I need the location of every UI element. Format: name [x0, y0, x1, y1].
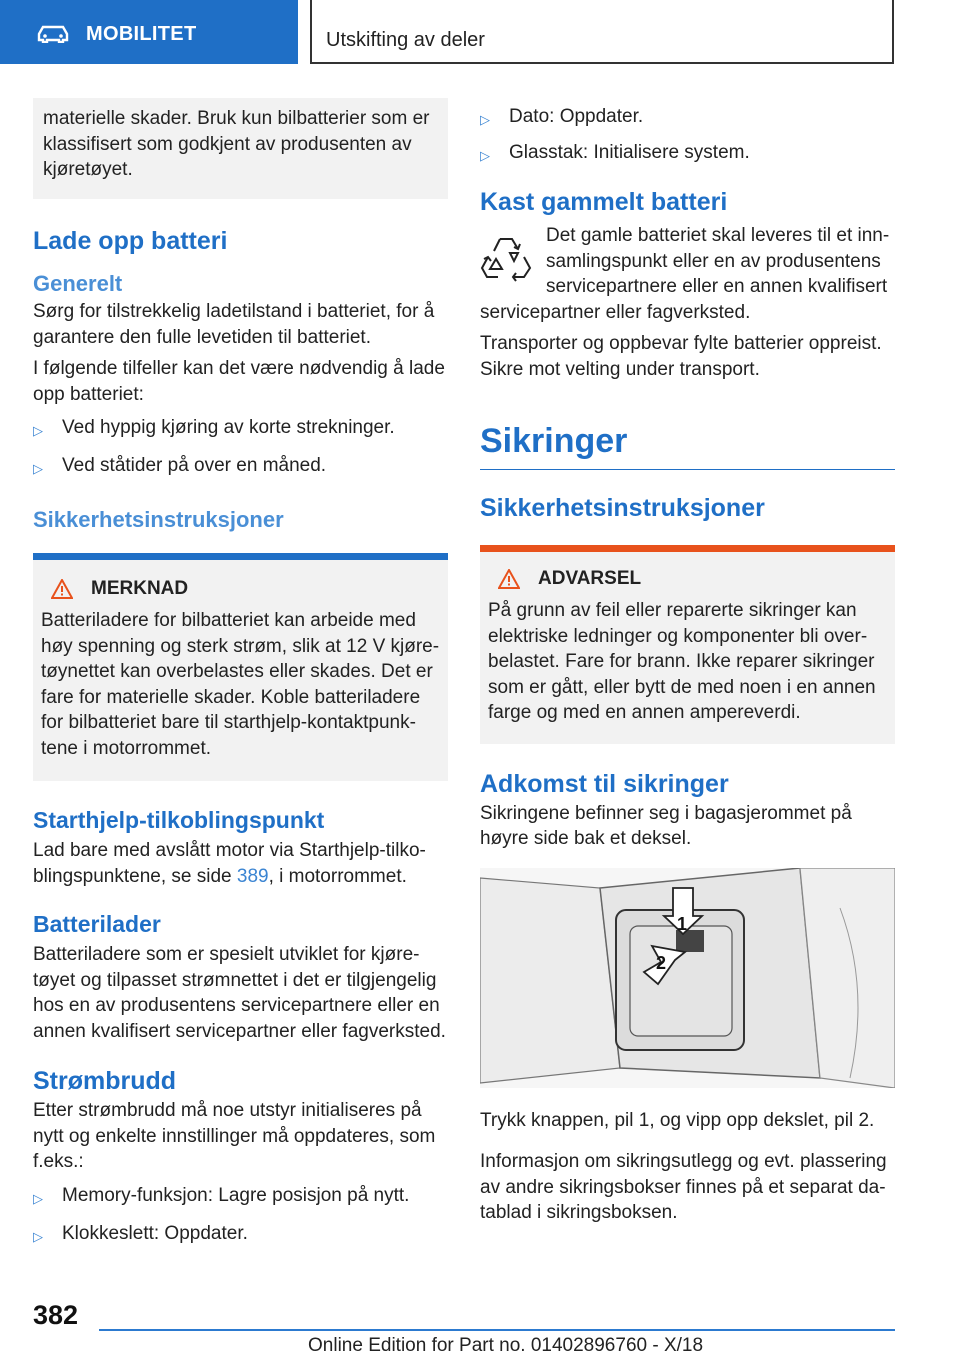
intro-text: materielle skader. Bruk kun bilbatterier som er klassifisert som godkjent av produsenten av kjøretøyet. [43, 108, 430, 180]
footer-edition: Online Edition for Part no. 01402896760 - X/18 [308, 1335, 704, 1356]
triangle-bullet-icon: ▷ [480, 112, 490, 127]
section-tab [0, 0, 298, 64]
list-item: ▷ Ved hyppig kjøring av korte strekninger. [33, 415, 448, 443]
heading-generelt: Generelt [33, 271, 123, 296]
list-item: ▷ Memory-funksjon: Lagre posisjon på nytt. [33, 1183, 448, 1211]
warning-text: På grunn av feil eller reparerte sikringer kan elektriske ledninger og komponenter bli overbelastet. Fare for brann. Ikke reparer sikringer som er gått, eller bytt de med noen i en annen farge og med en annen ampereverdi. [488, 600, 876, 723]
recycle-block [480, 223, 895, 300]
chapter-title-box [310, 0, 894, 64]
title-rule [480, 469, 895, 470]
left-column [33, 98, 448, 1249]
list-item: ▷ Dato: Oppdater. [480, 104, 895, 132]
triangle-bullet-icon: ▷ [33, 423, 43, 438]
generelt-paragraph-1: Sørg for tilstrekkelig ladetilstand i batteriet, for å garantere den fulle levetiden til batteriet. [33, 301, 435, 348]
heading-sikkerhetsinstruksjoner-right: Sikkerhetsinstruksjoner [480, 494, 765, 522]
note-top-bar [33, 553, 448, 560]
trykk-paragraph: Trykk knappen, pil 1, og vipp opp dekslet, pil 2. [480, 1109, 875, 1131]
heading-adkomst: Adkomst til sikringer [480, 769, 729, 798]
right-column [480, 104, 895, 1226]
heading-sikkerhetsinstruksjoner: Sikkerhetsinstruksjoner [33, 507, 284, 532]
recycle-paragraph-continued: servicepartner eller fagverksted. [480, 301, 751, 323]
list-item: ▷ Klokkeslett: Oppdater. [33, 1221, 448, 1249]
strombrudd-bullet-list [33, 1183, 448, 1249]
heading-kast-gammelt-batteri: Kast gammelt batteri [480, 188, 728, 216]
adkomst-paragraph: Sikringene befinner seg i bagasjerommet på høyre side bak et deksel. [480, 802, 852, 849]
heading-starthjelp: Starthjelp-tilkoblingspunkt [33, 807, 325, 833]
note-header [51, 578, 440, 600]
warning-top-bar [480, 545, 895, 552]
triangle-bullet-icon: ▷ [33, 1190, 43, 1206]
list-item: ▷ Ved ståtider på over en måned. [33, 453, 448, 481]
fuse-cover-figure [480, 868, 895, 1088]
charging-bullet-list [33, 415, 448, 481]
warning-triangle-icon [498, 569, 520, 589]
continued-bullet-list [480, 104, 895, 168]
arrow-label-1: 1 [677, 913, 688, 934]
info-paragraph: Informasjon om sikringsutlegg og evt. plassering av andre sikringsbokser finnes på et separat datablad i sikringsboksen. [480, 1151, 887, 1223]
warning-triangle-icon [51, 579, 73, 599]
triangle-bullet-icon: ▷ [33, 461, 43, 476]
page-number: 382 [33, 1300, 79, 1330]
car-icon [36, 25, 70, 43]
footer-rule [99, 1329, 895, 1331]
heading-strombrudd: Strømbrudd [33, 1067, 177, 1095]
triangle-bullet-icon: ▷ [33, 1228, 43, 1244]
batterilader-paragraph: Batteriladere som er spesielt utviklet for kjøretøyet og tilpasset strømnettet i det er tilgjengelig hos en av produsentens servicepartnere eller en annen kvalifisert servicepartner eller fagverksted. [33, 944, 446, 1042]
note-title: MERKNAD [91, 578, 189, 599]
intro-note-box [33, 98, 448, 199]
recycle-paragraph: Det gamle batteriet skal leveres til et innsamlingspunkt eller en av produsentens servicepartnere eller en annen kvalifisert [546, 225, 890, 297]
arrow-label-2: 2 [656, 952, 667, 973]
advarsel-warning-box [480, 552, 895, 744]
chapter-title: Utskifting av deler [326, 29, 485, 51]
warning-header [498, 568, 887, 590]
warning-title: ADVARSEL [538, 568, 642, 589]
heading-lade-opp-batteri: Lade opp batteri [33, 227, 228, 255]
triangle-bullet-icon: ▷ [480, 148, 490, 163]
strombrudd-paragraph: Etter strømbrudd må noe utstyr initialiseres på nytt og enkelte innstillinger må oppdateres, som f.eks.: [33, 1100, 436, 1172]
section-label: MOBILITET [86, 23, 197, 45]
merknad-note-box [33, 560, 448, 781]
starthjelp-paragraph: Lad bare med avslått motor via Starthjelp-tilkoblingspunktene, se side 389, i motorrommet. [33, 840, 426, 887]
heading-batterilader: Batterilader [33, 911, 161, 937]
generelt-paragraph-2: I følgende tilfeller kan det være nødvendig å lade opp batteriet: [33, 358, 445, 405]
transport-paragraph: Transporter og oppbevar fylte batterier oppreist. Sikre mot velting under transport. [480, 333, 882, 380]
page-reference-link[interactable]: 389 [236, 865, 269, 887]
list-item: ▷ Glasstak: Initialisere system. [480, 140, 895, 168]
recycle-icon [480, 231, 532, 283]
heading-sikringer: Sikringer [480, 422, 628, 460]
note-text: Batteriladere for bilbatteriet kan arbeide med høy spenning og sterk strøm, slik at 12 V kjøretøynettet kan overbelastes eller skades. Det er fare for materielle skader. Koble batteriladere for bilbatteriet bare til starthjelp-kontaktpunktene i motorrommet. [41, 610, 440, 759]
